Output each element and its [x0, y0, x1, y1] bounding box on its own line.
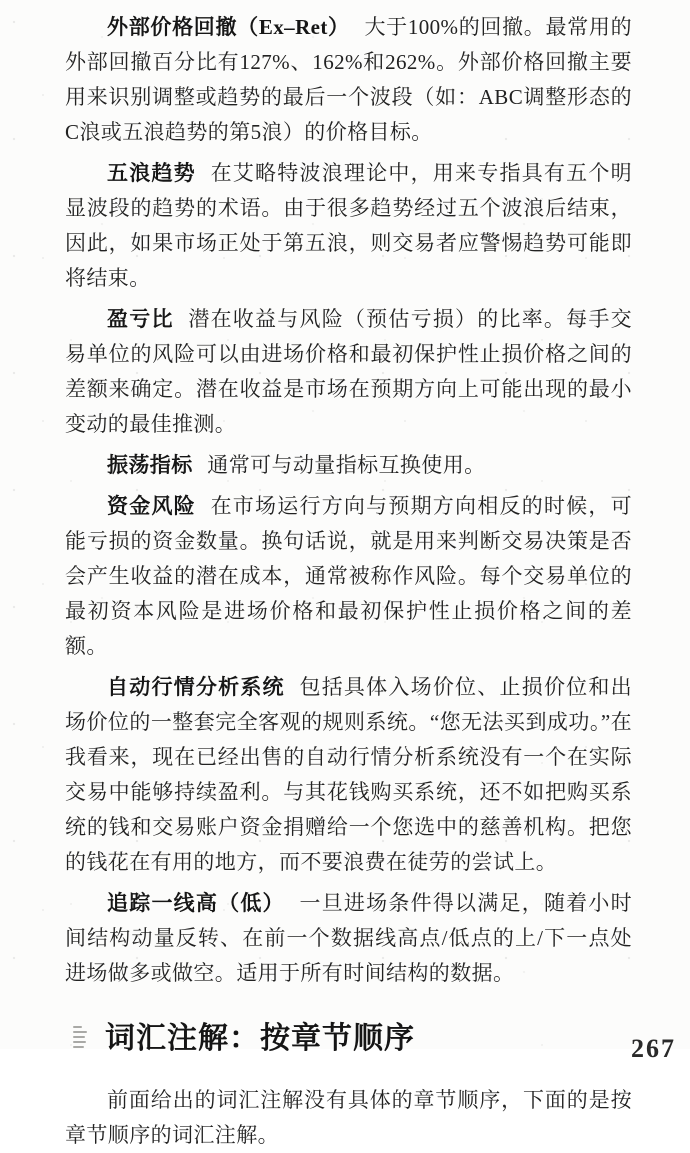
glossary-entries	[65, 10, 632, 991]
section-heading: 词汇注解：按章节顺序	[105, 1022, 415, 1055]
entry-definition: 包括具体入场价位、止损价位和出场价位的一整套完全客观的规则系统。“您无法买到成功。”在我看来，现在已经出售的自动行情分析系统没有一个在实际交易中能够持续盈利。与其花钱购买系统，还不如把购买系统的钱和交易账户资金捐赠给一个您选中的慈善机构。把您的钱花在有用的地方，而不要浪费在徒劳的尝试上。	[65, 675, 633, 874]
section-intro-paragraph: 前面给出的词汇注解没有具体的章节顺序，下面的是按章节顺序的词汇注解。	[65, 1088, 632, 1147]
glossary-entry-trail-one-bar-high-low	[65, 886, 632, 991]
entry-term: 资金风险	[107, 494, 196, 518]
entry-definition: 潜在收益与风险（预估亏损）的比率。每手交易单位的风险可以由进场价格和最初保护性止损价格之间的差额来确定。潜在收益是市场在预期方向上可能出现的最小变动的最佳推测。	[65, 307, 632, 436]
entry-term: 振荡指标	[107, 453, 193, 477]
glossary-entry-ex-ret	[65, 10, 632, 150]
entry-term: 外部价格回撤（Ex–Ret）	[107, 15, 350, 39]
entry-term: 盈亏比	[107, 307, 174, 331]
section-heading-row	[65, 1017, 632, 1061]
entry-definition: 一旦进场条件得以满足，随着小时间结构动量反转、在前一个数据线高点/低点的上/下一点处进场做多或做空。适用于所有时间结构的数据。	[65, 891, 633, 985]
glossary-entry-auto-analysis-system	[65, 670, 632, 880]
glossary-entry-profit-loss-ratio	[65, 302, 632, 442]
page-number: 267	[631, 1034, 676, 1063]
glossary-entry-oscillator	[65, 448, 632, 483]
entry-definition: 在市场运行方向与预期方向相反的时候，可能亏损的资金数量。换句话说，就是用来判断交易决策是否会产生收益的潜在成本，通常被称作风险。每个交易单位的最初资本风险是进场价格和最初保护性止损价格之间的差额。	[65, 494, 632, 658]
entry-term: 追踪一线高（低）	[107, 891, 285, 915]
entry-term: 自动行情分析系统	[107, 675, 285, 699]
entry-definition: 在艾略特波浪理论中，用来专指具有五个明显波段的趋势的术语。由于很多趋势经过五个波浪后结束，因此，如果市场正处于第五浪，则交易者应警惕趋势可能即将结束。	[65, 161, 632, 290]
section-marker-icon	[73, 1026, 89, 1048]
glossary-entry-five-wave-trend	[65, 156, 632, 296]
glossary-entry-capital-risk	[65, 489, 632, 664]
entry-definition: 通常可与动量指标互换使用。	[207, 453, 486, 477]
entry-term: 五浪趋势	[107, 161, 196, 185]
entry-definition: 大于100%的回撤。最常用的外部回撤百分比有127%、162%和262%。外部价格回撤主要用来识别调整或趋势的最后一个波段（如：ABC调整形态的C浪或五浪趋势的第5浪）的价格目标。	[65, 15, 632, 144]
